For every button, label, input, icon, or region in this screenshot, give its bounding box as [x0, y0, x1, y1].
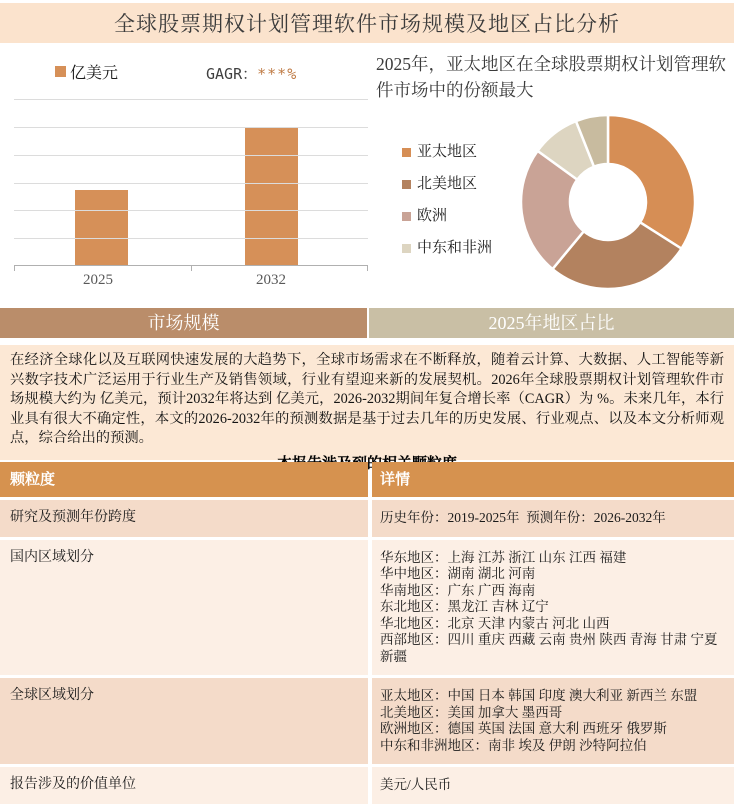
bar-2032	[245, 128, 298, 265]
legend-swatch	[402, 244, 411, 253]
donut-legend	[402, 143, 494, 271]
donut-legend-item	[402, 207, 494, 226]
table-header-row	[0, 462, 734, 497]
donut-chart-title: 2025年，亚太地区在全球股票期权计划管理软件市场中的份额最大	[376, 54, 726, 100]
detail-line: 欧洲地区：德国 英国 法国 意大利 西班牙 俄罗斯	[380, 721, 667, 736]
granularity-cell: 研究及预测年份跨度	[0, 500, 368, 537]
gridline	[14, 210, 368, 211]
donut-legend-item	[402, 143, 494, 162]
detail-line: 华北地区：北京 天津 内蒙古 河北 山西	[380, 615, 610, 631]
detail-line: 华南地区：广东 广西 海南	[380, 582, 536, 598]
summary-section	[0, 345, 734, 460]
unit-legend-label: 亿美元	[70, 64, 119, 82]
granularity-table-body	[0, 500, 734, 804]
legend-swatch	[402, 212, 411, 221]
gridline	[14, 127, 368, 128]
summary-paragraph: 在经济全球化以及互联网快速发展的大趋势下，全球市场需求在不断释放，随着云计算、大数据、人工智能等新兴数字技术广泛运用于行业生产及销售领域，行业有望迎来新的发展契机。2026年全球股票期权计划管理软件市场规模大约为 亿美元，预计2032年将达到 亿美元，2026-2032期间年复合增长率（CAGR）为 %。未来几年，本行业具有很大不确定性，本文的2026-2032年的预测数据是基于过去几年的历史发展、行业观点、以及本文分析师观点，综合给出的预测。	[10, 352, 724, 446]
bar-chart-legend	[55, 62, 118, 80]
table-row	[0, 540, 734, 676]
header-cell-granularity: 颗粒度	[0, 462, 368, 497]
region-share-donut-panel	[370, 43, 734, 308]
legend-label: 中东和非洲	[417, 240, 493, 256]
donut-legend-item	[402, 239, 494, 258]
table-row	[0, 678, 734, 764]
gridline	[14, 99, 368, 100]
tab-region-share[interactable]: 2025年地区占比	[369, 308, 734, 338]
axis-tick	[367, 266, 368, 271]
page-title: 全球股票期权计划管理软件市场规模及地区占比分析	[114, 12, 620, 36]
detail-line: 华中地区：湖南 湖北 河南	[380, 566, 536, 581]
detail-line: 东北地区：黑龙江 吉林 辽宁	[380, 599, 549, 614]
gridline	[14, 238, 368, 239]
bar-plot-area	[14, 99, 368, 266]
detail-cell	[372, 540, 734, 676]
x-axis-label-2032: 2032	[256, 272, 286, 288]
unit-legend-swatch	[55, 66, 66, 77]
detail-line: 西部地区：四川 重庆 西藏 云南 贵州 陕西 青海 甘肃 宁夏 新疆	[380, 632, 721, 664]
granularity-cell: 全球区域划分	[0, 678, 368, 764]
bar-2025	[75, 190, 128, 265]
gridline	[14, 183, 368, 184]
section-tabs	[0, 308, 734, 338]
donut-chart	[512, 106, 704, 298]
detail-line: 美元/人民币	[380, 777, 452, 792]
legend-label: 亚太地区	[417, 144, 478, 160]
detail-line: 亚太地区：中国 日本 韩国 印度 澳大利亚 新西兰 东盟	[380, 688, 698, 703]
charts-section	[0, 43, 734, 308]
cagr-annotation	[206, 63, 297, 84]
table-row	[0, 767, 734, 804]
donut-legend-item	[402, 175, 494, 194]
detail-line: 华东地区：上海 江苏 浙江 山东 江西 福建	[380, 549, 627, 565]
axis-tick	[14, 266, 15, 271]
granularity-cell: 国内区域划分	[0, 540, 368, 676]
legend-label: 欧洲	[417, 208, 448, 224]
gridline	[14, 155, 368, 156]
legend-label: 北美地区	[417, 176, 478, 192]
granularity-cell: 报告涉及的价值单位	[0, 767, 368, 804]
detail-line: 中东和非洲地区：南非 埃及 伊朗 沙特阿拉伯	[380, 737, 647, 753]
detail-line: 北美地区：美国 加拿大 墨西哥	[380, 704, 563, 720]
header-cell-detail: 详情	[372, 462, 734, 497]
legend-swatch	[402, 180, 411, 189]
cagr-value: ***%	[257, 65, 298, 83]
legend-swatch	[402, 148, 411, 157]
detail-cell	[372, 678, 734, 764]
table-row	[0, 500, 734, 537]
cagr-label: GAGR：	[206, 65, 258, 83]
granularity-table	[0, 462, 734, 807]
detail-line: 历史年份：2019-2025年 预测年份：2026-2032年	[380, 510, 666, 525]
axis-tick	[191, 266, 192, 271]
market-size-bar-chart	[0, 43, 370, 308]
detail-cell	[372, 767, 734, 804]
report-title-bar	[0, 3, 734, 43]
detail-cell	[372, 500, 734, 537]
x-axis-label-2025: 2025	[83, 272, 113, 288]
tab-market-size[interactable]: 市场规模	[0, 308, 367, 338]
